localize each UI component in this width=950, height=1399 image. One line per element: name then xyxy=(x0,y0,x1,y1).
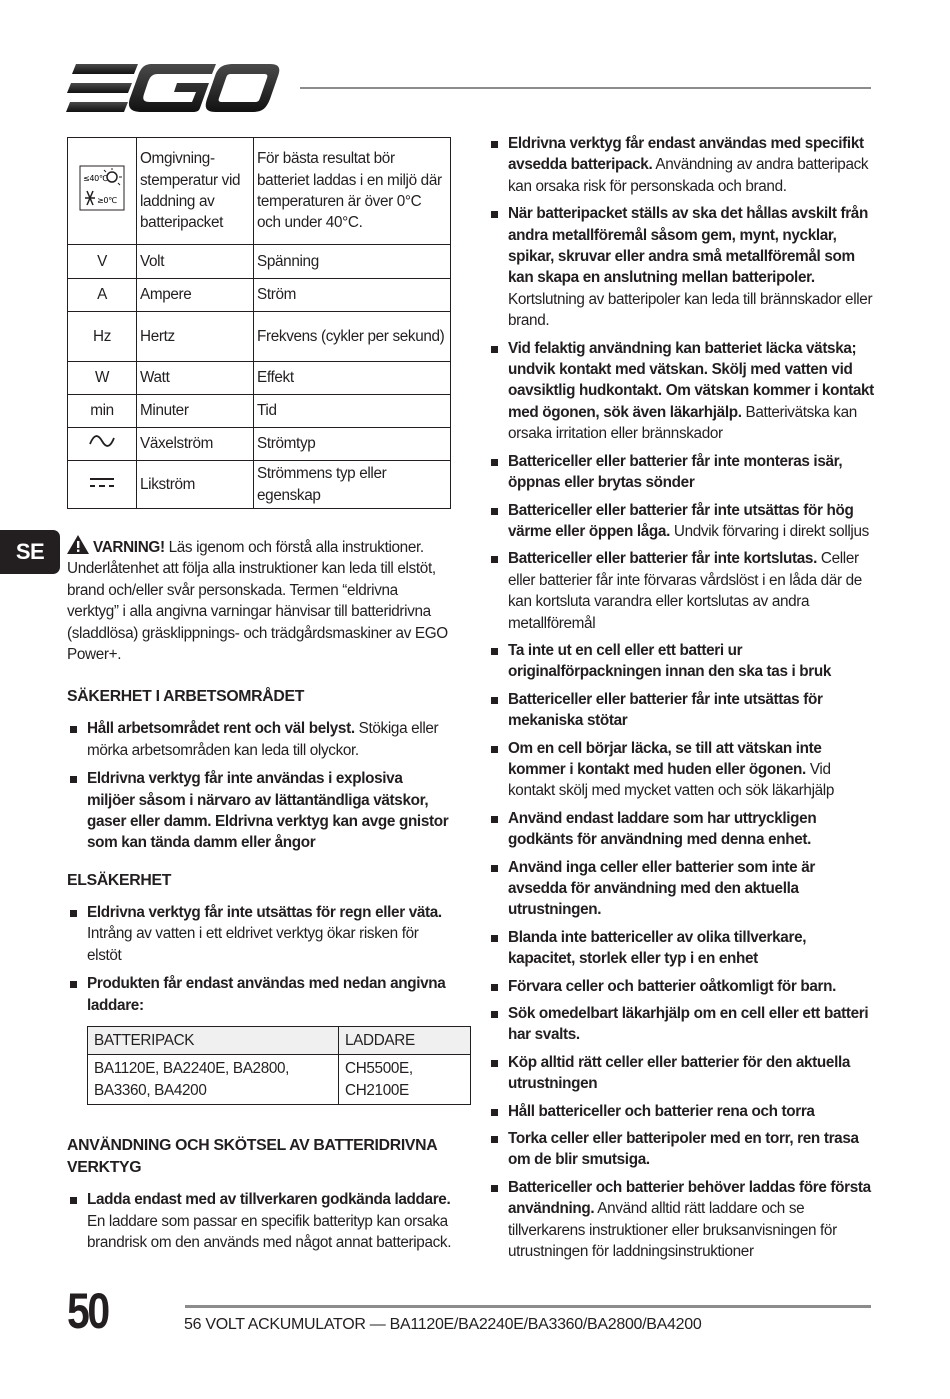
symbol-name: Ampere xyxy=(137,279,254,312)
table-cell: CH5500E, CH2100E xyxy=(339,1055,471,1105)
symbol-meaning: Effekt xyxy=(254,362,451,395)
list-item: Eldrivna verktyg får endast användas med specifikt avsedda batteripack. Användning av andra batteripack kan orsaka risk för personskada och brand. xyxy=(488,133,876,197)
symbol-cell xyxy=(68,138,137,245)
symbol-name: Växelström xyxy=(137,428,254,461)
table-row xyxy=(68,461,451,509)
list-item: Battericeller eller batterier får inte monteras isär, öppnas eller brytas sönder xyxy=(488,451,876,494)
list-item: Produkten får endast användas med nedan angivna laddare: xyxy=(67,973,452,1016)
symbol-name: Minuter xyxy=(137,395,254,428)
symbol-name: Likström xyxy=(137,461,254,509)
footer-title: 56 VOLT ACKUMULATOR — BA1120E/BA2240E/BA3360/BA2800/BA4200 xyxy=(184,1316,702,1333)
symbol-name: Omgivning-stemperatur vid laddning av batteripacket xyxy=(137,138,254,245)
list-item: Köp alltid rätt celler eller batterier för den aktuella utrustningen xyxy=(488,1052,876,1095)
battery-charger-table xyxy=(87,1026,471,1105)
list-item: Sök omedelbart läkarhjälp om en cell eller ett batteri har svalts. xyxy=(488,1003,876,1046)
symbol-meaning: Strömmens typ eller egenskap xyxy=(254,461,451,509)
symbol-cell: V xyxy=(68,245,137,279)
symbol-meaning: Frekvens (cykler per sekund) xyxy=(254,312,451,362)
ego-logo xyxy=(66,64,280,112)
list-item: Torka celler eller batteripoler med en torr, ren trasa om de blir smutsiga. xyxy=(488,1128,876,1171)
symbol-name: Watt xyxy=(137,362,254,395)
table-row xyxy=(88,1055,471,1105)
list-item: Eldrivna verktyg får inte utsättas för regn eller väta. Intrång av vatten i ett eldrivet verktyg ökar risken för elstöt xyxy=(67,902,452,966)
table-row xyxy=(68,138,451,245)
left-column xyxy=(67,137,452,1260)
list-item: Vid felaktig användning kan batteriet läcka vätska; undvik kontakt med vätskan. Skölj med vatten vid oavsiktlig hudkontakt. Om vätskan kommer i kontakt med ögonen, sök även läkarhjälp. Batterivätska kan orsaka irritation eller brännskador xyxy=(488,338,876,445)
table-row xyxy=(68,362,451,395)
list-item: Håll arbetsområdet rent och väl belyst. Stökiga eller mörka arbetsområden kan leda till olyckor. xyxy=(67,718,452,761)
bullet-list xyxy=(67,902,452,1016)
table-row xyxy=(68,428,451,461)
warning-icon xyxy=(67,535,89,554)
symbol-cell: W xyxy=(68,362,137,395)
language-tab: SE xyxy=(0,530,60,574)
symbols-table xyxy=(67,137,451,509)
list-item: Håll battericeller och batterier rena och torra xyxy=(488,1101,876,1122)
section-heading: ANVÄNDNING OCH SKÖTSEL AV BATTERIDRIVNA VERKTYG xyxy=(67,1137,437,1177)
table-row xyxy=(68,245,451,279)
symbol-cell: Hz xyxy=(68,312,137,362)
page-number: 50 xyxy=(67,1283,108,1339)
warning-text: Läs igenom och förstå alla instruktioner. Underlåtenhet att följa alla instruktioner kan leda till elstöt, brand och/eller svår personskada. Termen “eldrivna verktyg” i alla angivna varningar hänvisar till batteridrivna (sladdlösa) gräsklippnings- och trädgårdsmaskiner av EGO Power+. xyxy=(67,539,448,664)
list-item: Eldrivna verktyg får inte användas i explosiva miljöer såsom i närvaro av lättantändliga vätskor, gaser eller damm. Eldrivna verktyg kan avge gnistor som kan tända damm eller ångor xyxy=(67,768,452,854)
direct-current-icon xyxy=(88,475,116,489)
svg-text:≤40℃: ≤40℃ xyxy=(83,173,108,183)
symbol-meaning: Ström xyxy=(254,279,451,312)
symbol-name: Volt xyxy=(137,245,254,279)
header-rule xyxy=(300,87,871,89)
bullet-list xyxy=(67,1189,452,1253)
symbol-meaning: Strömtyp xyxy=(254,428,451,461)
warning-paragraph xyxy=(67,535,452,665)
symbol-cell xyxy=(68,428,137,461)
bullet-list xyxy=(488,133,876,1263)
svg-text:≥0℃: ≥0℃ xyxy=(97,195,117,205)
table-cell: BA1120E, BA2240E, BA2800, BA3360, BA4200 xyxy=(88,1055,339,1105)
temperature-range-icon xyxy=(79,165,125,211)
bullet-list xyxy=(67,718,452,853)
list-item: Använd endast laddare som har uttryckligen godkänts för användning med denna enhet. xyxy=(488,808,876,851)
table-row xyxy=(68,395,451,428)
list-item: Använd inga celler eller batterier som inte är avsedda för användning med den aktuella utrustningen. xyxy=(488,857,876,921)
symbol-meaning: Spänning xyxy=(254,245,451,279)
table-header: BATTERIPACK xyxy=(88,1026,339,1054)
symbol-meaning: Tid xyxy=(254,395,451,428)
list-item: Battericeller eller batterier får inte utsättas för hög värme eller öppen låga. Undvik förvaring i direkt solljus xyxy=(488,500,876,543)
list-item: Battericeller och batterier behöver laddas före första användning. Använd alltid rätt laddare och se tillverkarens instruktioner eller bruksanvisningen för utrustningen för laddningsinstruktioner xyxy=(488,1177,876,1263)
table-row xyxy=(68,312,451,362)
footer-rule xyxy=(185,1305,871,1308)
list-item: Battericeller eller batterier får inte utsättas för mekaniska stötar xyxy=(488,689,876,732)
symbol-cell: A xyxy=(68,279,137,312)
symbol-name: Hertz xyxy=(137,312,254,362)
warning-label: VARNING! xyxy=(93,539,165,556)
list-item: Battericeller eller batterier får inte kortslutas. Celler eller batterier får inte förvaras vårdslöst i en låda där de kan kortsluta varandra eller kortslutas av andra metallföremål xyxy=(488,548,876,634)
list-item: Ladda endast med av tillverkaren godkända laddare. En laddare som passar en specifik batterityp kan orsaka brandrisk om den används med något annat batteripack. xyxy=(67,1189,452,1253)
list-item: Blanda inte battericeller av olika tillverkare, kapacitet, storlek eller typ i en enhet xyxy=(488,927,876,970)
symbol-meaning: För bästa resultat bör batteriet laddas i en miljö där temperaturen är över 0°C och under 40°C. xyxy=(254,138,451,245)
list-item: Ta inte ut en cell eller ett batteri ur originalförpackningen innan den ska tas i bruk xyxy=(488,640,876,683)
section-heading: SÄKERHET I ARBETSOMRÅDET xyxy=(67,688,305,706)
section-heading: ELSÄKERHET xyxy=(67,871,172,889)
table-header: LADDARE xyxy=(339,1026,471,1054)
table-row xyxy=(68,279,451,312)
list-item: Om en cell börjar läcka, se till att vätskan inte kommer i kontakt med huden eller ögonen. Vid kontakt skölj med mycket vatten och sök läkarhjälp xyxy=(488,738,876,802)
symbol-cell xyxy=(68,461,137,509)
list-item: När batteripacket ställs av ska det hållas avskilt från andra metallföremål såsom gem, mynt, nycklar, spikar, skruvar eller andra små metallföremål som kan skapa en anslutning mellan batteripoler. Kortslutning av batteripoler kan leda till brännskador eller brand. xyxy=(488,203,876,331)
table-header-row xyxy=(88,1026,471,1054)
alternating-current-icon xyxy=(88,434,116,448)
right-column xyxy=(488,133,876,1269)
list-item: Förvara celler och batterier oåtkomligt för barn. xyxy=(488,976,876,997)
symbol-cell: min xyxy=(68,395,137,428)
